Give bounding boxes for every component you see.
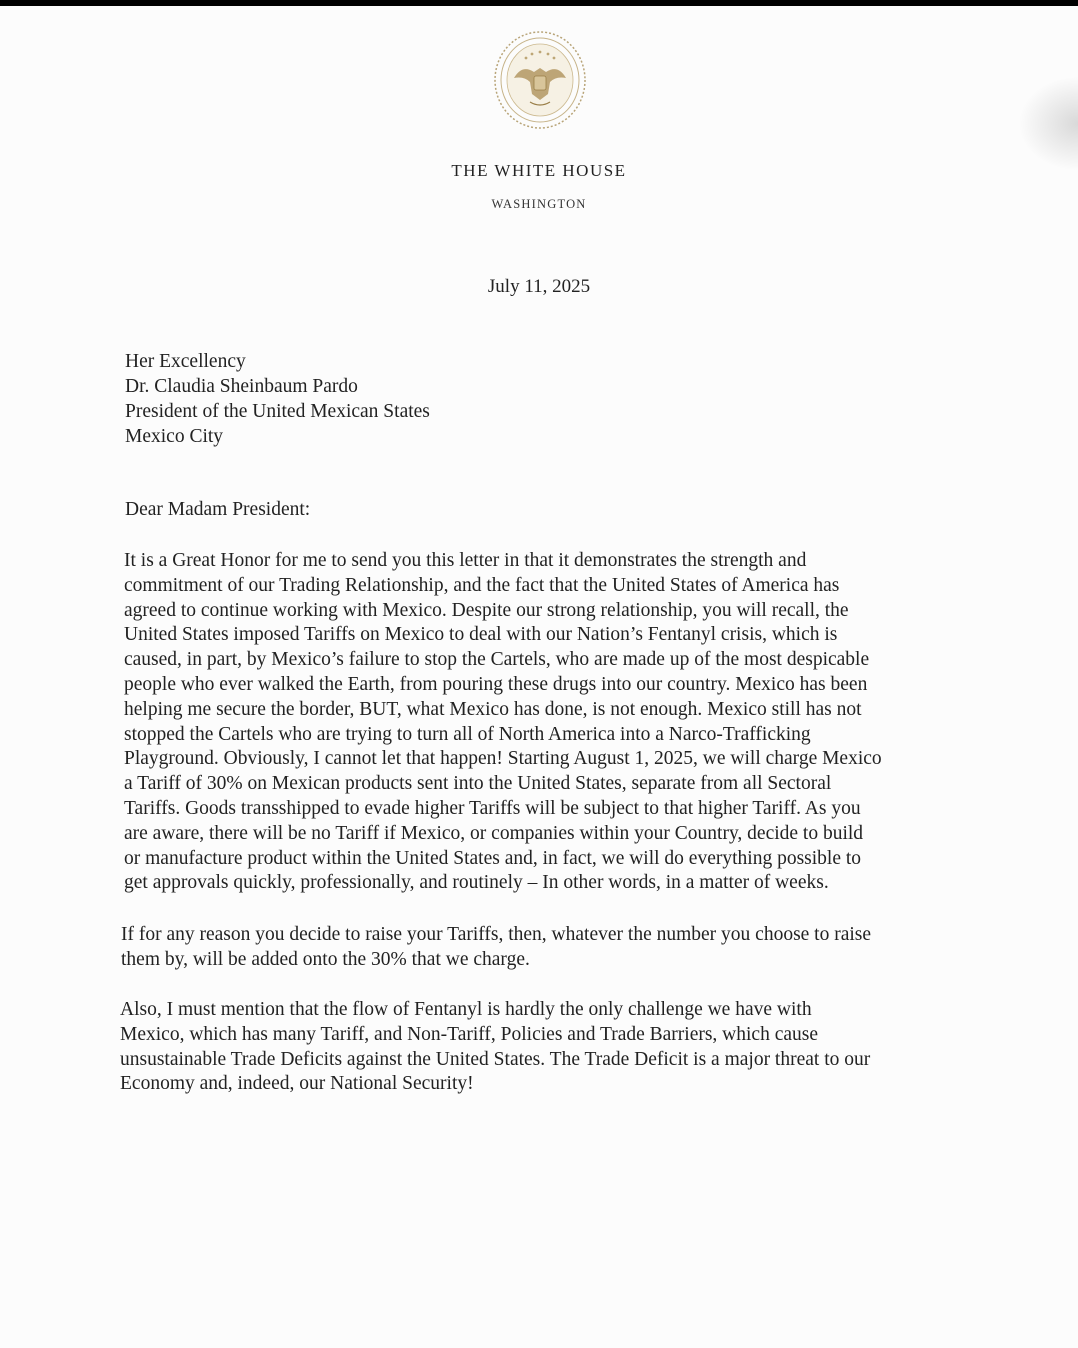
text-line: commitment of our Trading Relationship, and the fact that the United States of America has — [124, 574, 840, 596]
presidential-seal-icon — [492, 28, 588, 132]
salutation: Dear Madam President: — [125, 499, 311, 520]
text-line: It is a Great Honor for me to send you this letter in that it demonstrates the strength and — [124, 550, 807, 571]
body-paragraph-1 — [124, 549, 882, 896]
addressee-line: Dr. Claudia Sheinbaum Pardo — [125, 376, 358, 397]
text-line: Tariffs. Goods transshipped to evade higher Tariffs will be subject to that higher Tariff. As you — [124, 797, 861, 819]
text-line: are aware, there will be no Tariff if Mexico, or companies within your Country, decide to build — [124, 822, 864, 844]
letter-date: July 11, 2025 — [487, 276, 591, 297]
text-line: unsustainable Trade Deficits against the United States. The Trade Deficit is a major threat to our — [120, 1048, 871, 1070]
body-paragraph-3 — [120, 998, 870, 1097]
addressee-line: President of the United Mexican States — [125, 401, 430, 422]
body-paragraph-2 — [121, 923, 871, 973]
text-line: Also, I must mention that the flow of Fentanyl is hardly the only challenge we have with — [120, 999, 812, 1020]
text-line: people who ever walked the Earth, from pouring these drugs into our country. Mexico has been — [124, 673, 868, 695]
text-line: helping me secure the border, BUT, what Mexico has done, is not enough. Mexico still has not — [124, 698, 862, 720]
letterhead-subtitle: WASHINGTON — [491, 197, 587, 211]
text-line: get approvals quickly, professionally, and routinely – In other words, in a matter of weeks. — [124, 872, 829, 894]
letterhead-title: THE WHITE HOUSE — [451, 161, 627, 180]
text-line: If for any reason you decide to raise your Tariffs, then, whatever the number you choose to raise — [121, 924, 872, 945]
addressee-line: Mexico City — [125, 426, 224, 447]
addressee-block — [125, 349, 430, 449]
page-edge-shadow — [1018, 76, 1078, 171]
text-line: Mexico, which has many Tariff, and Non-Tariff, Policies and Trade Barriers, which cause — [120, 1023, 819, 1045]
text-line: stopped the Cartels who are trying to turn all of North America into a Narco-Trafficking — [124, 723, 811, 745]
text-line: Economy and, indeed, our National Security! — [120, 1073, 474, 1095]
text-line: agreed to continue working with Mexico. Despite our strong relationship, you will recall, the — [124, 599, 849, 621]
text-line: them by, will be added onto the 30% that we charge. — [121, 948, 530, 970]
text-line: United States imposed Tariffs on Mexico to deal with our Nation’s Fentanyl crisis, which is — [124, 624, 838, 646]
text-line: Playground. Obviously, I cannot let that happen! Starting August 1, 2025, we will charge Mexico — [124, 748, 882, 770]
text-line: or manufacture product within the United States and, in fact, we will do everything possible to — [124, 847, 862, 869]
addressee-line: Her Excellency — [125, 351, 246, 372]
text-line: a Tariff of 30% on Mexican products sent into the United States, separate from all Sectoral — [124, 773, 832, 795]
letter-page — [0, 6, 1078, 1348]
text-line: caused, in part, by Mexico’s failure to stop the Cartels, who are made up of the most despicable — [124, 649, 870, 671]
